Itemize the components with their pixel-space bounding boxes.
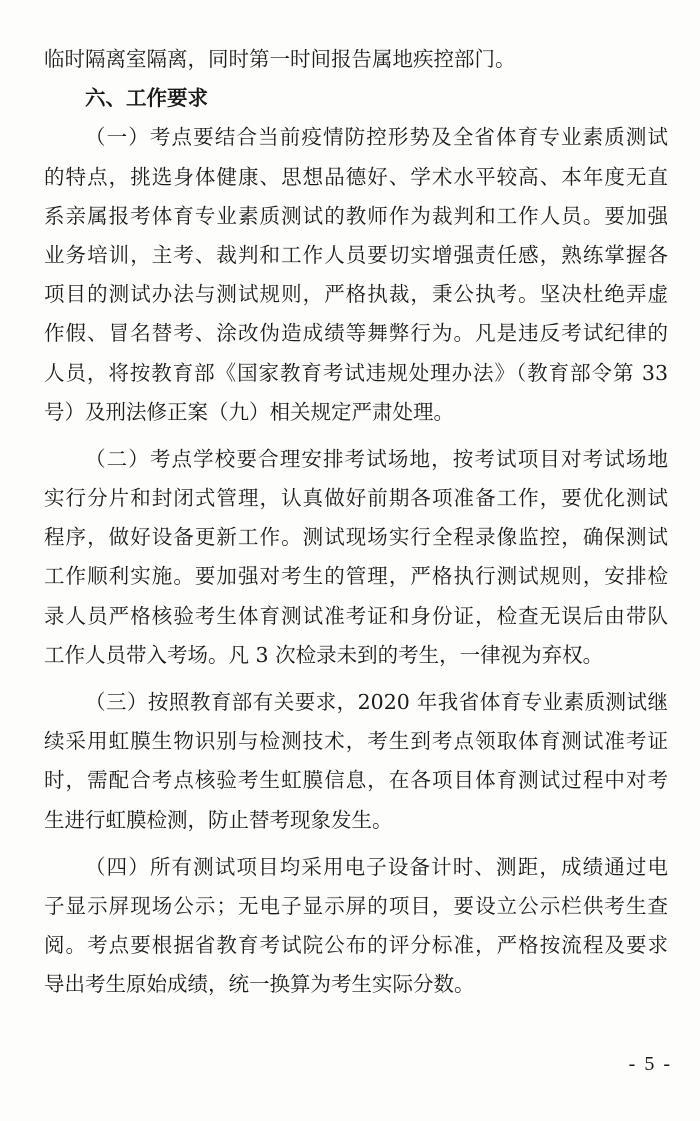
paragraph-1-line: 的特点，挑选身体健康、思想品德好、学术水平较高、本年度无直	[44, 164, 668, 189]
paragraph-3-line: 时，需配合考点核验考生虹膜信息，在各项目体育测试过程中对考	[44, 768, 668, 793]
paragraph-4-line: 导出考生原始成绩，统一换算为考生实际分数。	[44, 972, 475, 997]
paragraph-1-line: 作假、冒名替考、涂改伪造成绩等舞弊行为。凡是违反考试纪律的	[44, 321, 668, 346]
paragraph-1-line: 人员，将按教育部《国家教育考试违规处理办法》（教育部令第 33	[44, 360, 668, 385]
paragraph-2-line: 录人员严格核验考生体育测试准考证和身份证，检查无误后由带队	[44, 603, 668, 628]
paragraph-2-line: 工作人员带入考场。凡 3 次检录未到的考生，一律视为弃权。	[44, 642, 604, 667]
paragraph-1-line: 系亲属报考体育专业素质测试的教师作为裁判和工作人员。要加强	[44, 203, 668, 228]
page-number: - 5 -	[628, 1053, 672, 1075]
paragraph-2-line: 程序，做好设备更新工作。测试现场实行全程录像监控，确保测试	[44, 525, 668, 550]
paragraph-2-line: （二）考点学校要合理安排考试场地，按考试项目对考试场地	[85, 446, 668, 471]
paragraph-3-line: 生进行虹膜检测，防止替考现象发生。	[44, 807, 393, 832]
paragraph-3-line: 续采用虹膜生物识别与检测技术，考生到考点领取体育测试准考证	[44, 729, 668, 754]
paragraph-1-line: 项目的测试办法与测试规则，严格执裁，秉公执考。坚决杜绝弄虚	[44, 282, 668, 307]
paragraph-4-line: （四）所有测试项目均采用电子设备计时、测距，成绩通过电	[85, 854, 668, 879]
paragraph-2-line: 实行分片和封闭式管理，认真做好前期各项准备工作，要优化测试	[44, 486, 668, 511]
section-heading: 六、工作要求	[85, 86, 208, 111]
paragraph-4-line: 阅。考点要根据省教育考试院公布的评分标准，严格按流程及要求	[44, 933, 668, 958]
text-line: 临时隔离室隔离，同时第一时间报告属地疾控部门。	[44, 47, 516, 71]
paragraph-3-line: （三）按照教育部有关要求，2020 年我省体育专业素质测试继	[85, 690, 668, 714]
document-body	[44, 40, 668, 1005]
paragraph-1-line: （一）考点要结合当前疫情防控形势及全省体育专业素质测试	[85, 125, 668, 150]
paragraph-1-line: 号）及刑法修正案（九）相关规定严肃处理。	[44, 399, 454, 424]
paragraph-2-line: 工作顺利实施。要加强对考生的管理，严格执行测试规则，安排检	[44, 564, 668, 589]
paragraph-4-line: 子显示屏现场公示；无电子显示屏的项目，要设立公示栏供考生查	[44, 893, 668, 918]
paragraph-1-line: 业务培训，主考、裁判和工作人员要切实增强责任感，熟练掌握各	[44, 242, 668, 267]
